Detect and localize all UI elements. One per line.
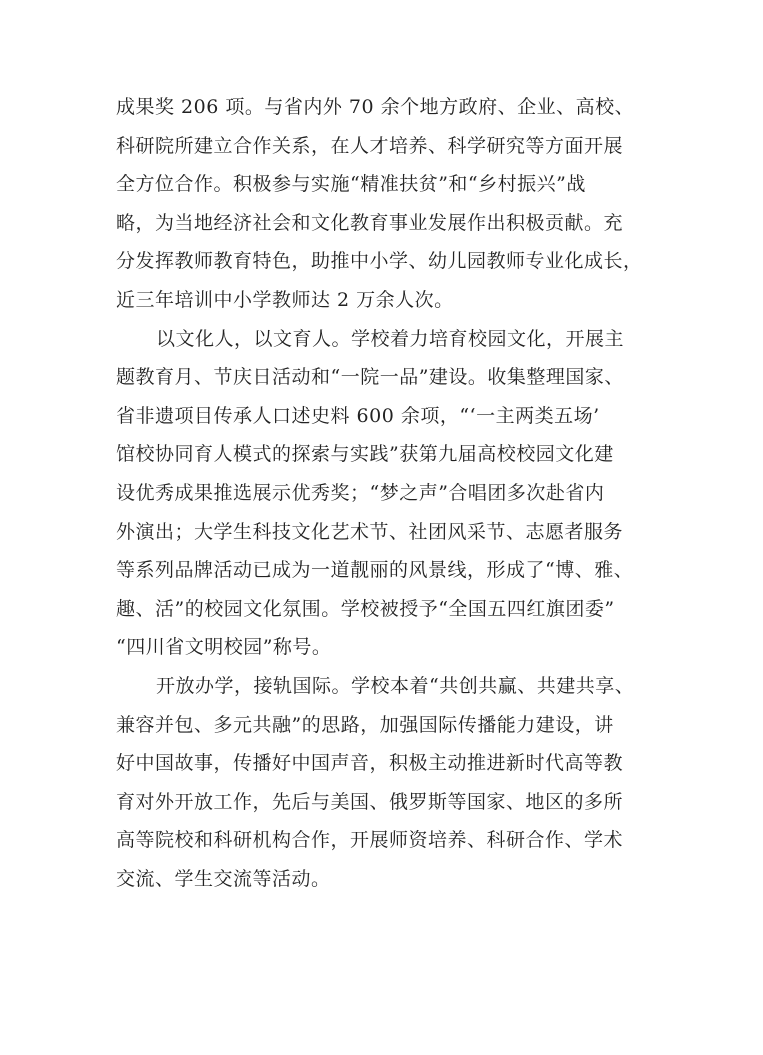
text-line: 等系列品牌活动已成为一道靓丽的风景线，形成了“博、雅、: [116, 559, 634, 582]
text-line: 外演出；大学生科技文化艺术节、社团风采节、志愿者服务: [116, 520, 624, 543]
paragraph-achievements: [116, 88, 648, 320]
text-line: 近三年培训中小学教师达 2 万余人次。: [116, 288, 454, 311]
text-line: “四川省文明校园”称号。: [116, 636, 332, 659]
text-line: 略，为当地经济社会和文化教育事业发展作出积极贡献。充: [116, 211, 624, 234]
paragraph-international-openness: [116, 667, 648, 899]
text-line: 设优秀成果推选展示优秀奖；“梦之声”合唱团多次赴省内: [116, 481, 605, 504]
text-line: 开放办学，接轨国际。学校本着“共创共赢、共建共享、: [156, 674, 635, 697]
text-line: 成果奖 206 项。与省内外 70 余个地方政府、企业、高校、: [116, 96, 635, 118]
text-line: 省非遗项目传承人口述史料 600 余项，“‘一主两类五场’: [116, 404, 600, 427]
text-line: 兼容并包、多元共融”的思路，加强国际传播能力建设，讲: [116, 713, 614, 736]
text-line: 全方位合作。积极参与实施“精准扶贫”和“乡村振兴”战: [116, 173, 586, 196]
text-line: 分发挥教师教育特色，助推中小学、幼儿园教师专业化成长，: [116, 250, 643, 273]
text-line: 科研院所建立合作关系，在人才培养、科学研究等方面开展: [116, 134, 624, 157]
text-line: 高等院校和科研机构合作，开展师资培养、科研合作、学术: [116, 829, 624, 852]
text-line: 好中国故事，传播好中国声音，积极主动推进新时代高等教: [116, 752, 624, 775]
text-line: 以文化人，以文育人。学校着力培育校园文化，开展主: [156, 327, 625, 350]
text-line: 育对外开放工作，先后与美国、俄罗斯等国家、地区的多所: [116, 790, 624, 813]
text-line: 交流、学生交流等活动。: [116, 867, 331, 890]
text-line: 趣、活”的校园文化氛围。学校被授予“全国五四红旗团委”: [116, 597, 615, 620]
document-body: [116, 88, 648, 898]
text-line: 题教育月、节庆日活动和“一院一品”建设。收集整理国家、: [116, 366, 624, 389]
paragraph-campus-culture: [116, 320, 648, 667]
text-line: 馆校协同育人模式的探索与实践”获第九届高校校园文化建: [116, 443, 614, 466]
